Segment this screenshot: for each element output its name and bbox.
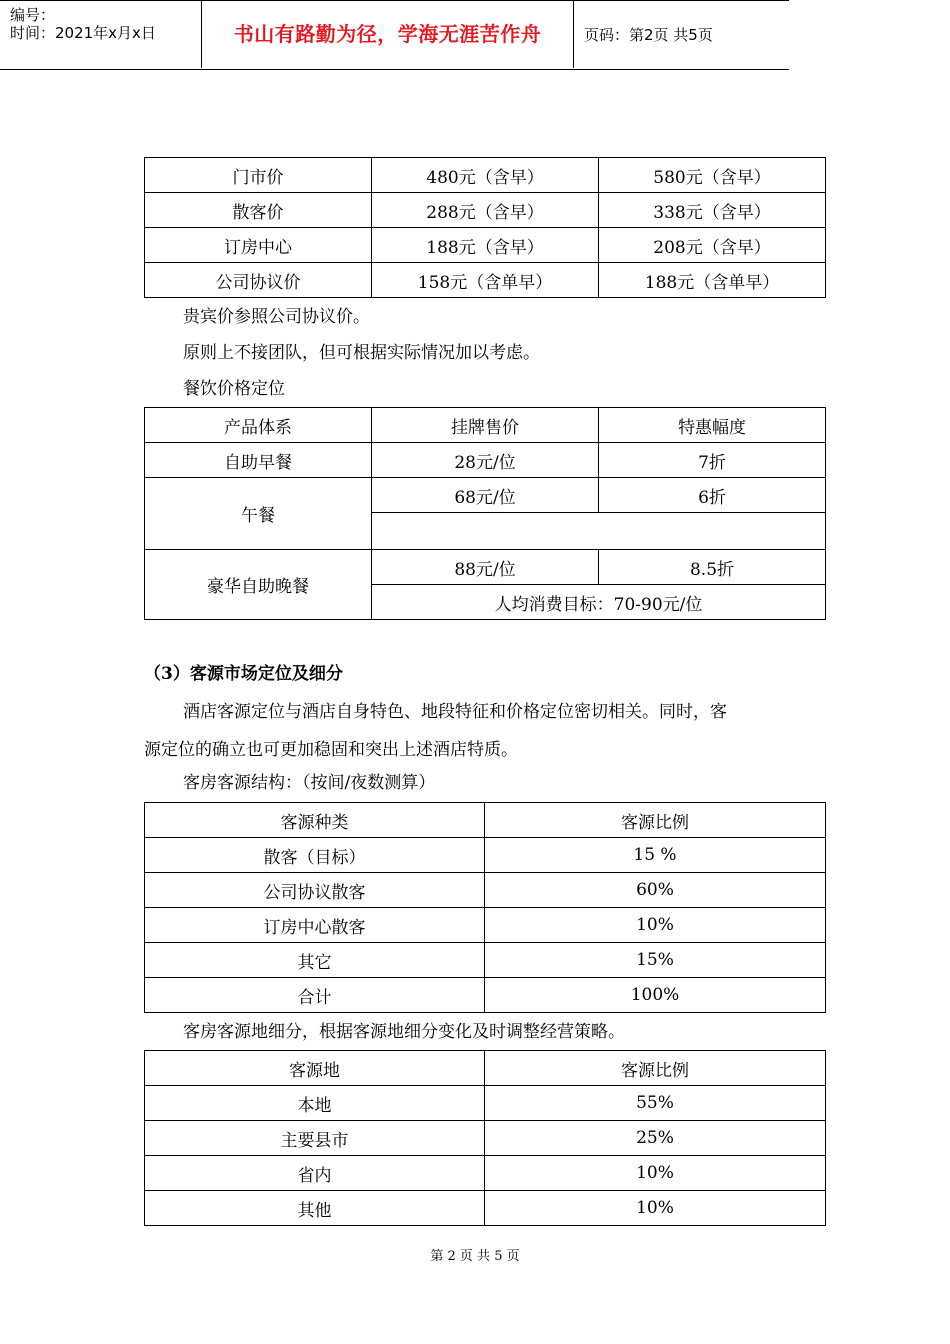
table-cell-empty bbox=[372, 513, 826, 550]
table-row bbox=[145, 1156, 826, 1191]
table-cell: 本地 bbox=[145, 1086, 485, 1121]
table-cell: 合计 bbox=[145, 978, 485, 1013]
table-cell: 68元/位 bbox=[372, 478, 599, 513]
table-header-cell: 客源比例 bbox=[485, 1051, 826, 1086]
source-structure-caption: 客房客源结构：（按间/夜数测算） bbox=[183, 773, 436, 793]
table-cell: 580元（含早） bbox=[599, 158, 826, 193]
table-row bbox=[145, 1086, 826, 1121]
table-cell: 公司协议散客 bbox=[145, 873, 485, 908]
table-cell: 主要县市 bbox=[145, 1121, 485, 1156]
table-cell: 188元（含早） bbox=[372, 228, 599, 263]
table-cell: 60% bbox=[485, 873, 826, 908]
page-header bbox=[0, 0, 789, 70]
table-cell: 10% bbox=[485, 1156, 826, 1191]
table-cell: 7折 bbox=[599, 443, 826, 478]
header-meta bbox=[0, 0, 202, 68]
table-header-row bbox=[145, 408, 826, 443]
table-cell: 15% bbox=[485, 943, 826, 978]
table-header-cell: 客源种类 bbox=[145, 803, 485, 838]
table-cell: 158元（含单早） bbox=[372, 263, 599, 298]
table-cell: 6折 bbox=[599, 478, 826, 513]
page-footer: 第 2 页 共 5 页 bbox=[430, 1249, 520, 1264]
table-cell: 订房中心散客 bbox=[145, 908, 485, 943]
table-cell: 25% bbox=[485, 1121, 826, 1156]
table-cell: 豪华自助晚餐 bbox=[145, 550, 372, 620]
table-row bbox=[145, 158, 826, 193]
table-row bbox=[145, 193, 826, 228]
table-cell: 订房中心 bbox=[145, 228, 372, 263]
table-cell: 散客价 bbox=[145, 193, 372, 228]
table-cell: 88元/位 bbox=[372, 550, 599, 585]
table-cell: 288元（含早） bbox=[372, 193, 599, 228]
catering-title: 餐饮价格定位 bbox=[183, 379, 285, 399]
table-cell: 省内 bbox=[145, 1156, 485, 1191]
source-region-table bbox=[144, 1050, 826, 1226]
table-cell: 100% bbox=[485, 978, 826, 1013]
table-cell: 公司协议价 bbox=[145, 263, 372, 298]
dinner-target-cell: 人均消费目标：70-90元/位 bbox=[372, 585, 826, 620]
table-row bbox=[145, 443, 826, 478]
table-cell: 散客（目标） bbox=[145, 838, 485, 873]
table-header-cell: 挂牌售价 bbox=[372, 408, 599, 443]
table-row bbox=[145, 943, 826, 978]
table-cell: 338元（含早） bbox=[599, 193, 826, 228]
section-heading: （3）客源市场定位及细分 bbox=[144, 664, 343, 684]
table-row bbox=[145, 908, 826, 943]
table-cell: 188元（含单早） bbox=[599, 263, 826, 298]
table-row bbox=[145, 550, 826, 585]
table-header-cell: 特惠幅度 bbox=[599, 408, 826, 443]
source-structure-table bbox=[144, 802, 826, 1013]
table-cell: 208元（含早） bbox=[599, 228, 826, 263]
table-row bbox=[145, 478, 826, 513]
table-cell: 55% bbox=[485, 1086, 826, 1121]
table-cell: 午餐 bbox=[145, 478, 372, 550]
section-paragraph-line: 酒店客源定位与酒店自身特色、地段特征和价格定位密切相关。同时，客 bbox=[183, 702, 727, 722]
table-row bbox=[145, 228, 826, 263]
table-cell: 门市价 bbox=[145, 158, 372, 193]
section-paragraph-line: 源定位的确立也可更加稳固和突出上述酒店特质。 bbox=[144, 740, 518, 760]
table-cell: 15 % bbox=[485, 838, 826, 873]
table-row bbox=[145, 838, 826, 873]
table-row bbox=[145, 1191, 826, 1226]
table-header-cell: 客源比例 bbox=[485, 803, 826, 838]
table-header-row bbox=[145, 1051, 826, 1086]
serial-label: 编号： bbox=[10, 6, 56, 24]
table-header-cell: 客源地 bbox=[145, 1051, 485, 1086]
note-group-policy: 原则上不接团队，但可根据实际情况加以考虑。 bbox=[183, 343, 540, 363]
table-row bbox=[145, 263, 826, 298]
table-header-cell: 产品体系 bbox=[145, 408, 372, 443]
note-vip-price: 贵宾价参照公司协议价。 bbox=[183, 307, 370, 327]
region-caption: 客房客源地细分，根据客源地细分变化及时调整经营策略。 bbox=[183, 1022, 625, 1042]
table-cell: 480元（含早） bbox=[372, 158, 599, 193]
table-cell: 其它 bbox=[145, 943, 485, 978]
header-page-info: 页码：第2页 共5页 bbox=[584, 26, 713, 44]
table-header-row bbox=[145, 803, 826, 838]
table-row bbox=[145, 1121, 826, 1156]
time-label: 时间：2021年x月x日 bbox=[10, 24, 156, 42]
header-motto: 书山有路勤为径，学海无涯苦作舟 bbox=[233, 22, 542, 46]
catering-price-table bbox=[144, 407, 826, 620]
table-cell: 8.5折 bbox=[599, 550, 826, 585]
table-cell: 28元/位 bbox=[372, 443, 599, 478]
table-cell: 10% bbox=[485, 1191, 826, 1226]
header-page-info-cell bbox=[573, 0, 790, 68]
table-cell: 自助早餐 bbox=[145, 443, 372, 478]
room-price-table bbox=[144, 157, 826, 298]
table-row bbox=[145, 873, 826, 908]
table-row bbox=[145, 978, 826, 1013]
table-cell: 其他 bbox=[145, 1191, 485, 1226]
table-cell: 10% bbox=[485, 908, 826, 943]
